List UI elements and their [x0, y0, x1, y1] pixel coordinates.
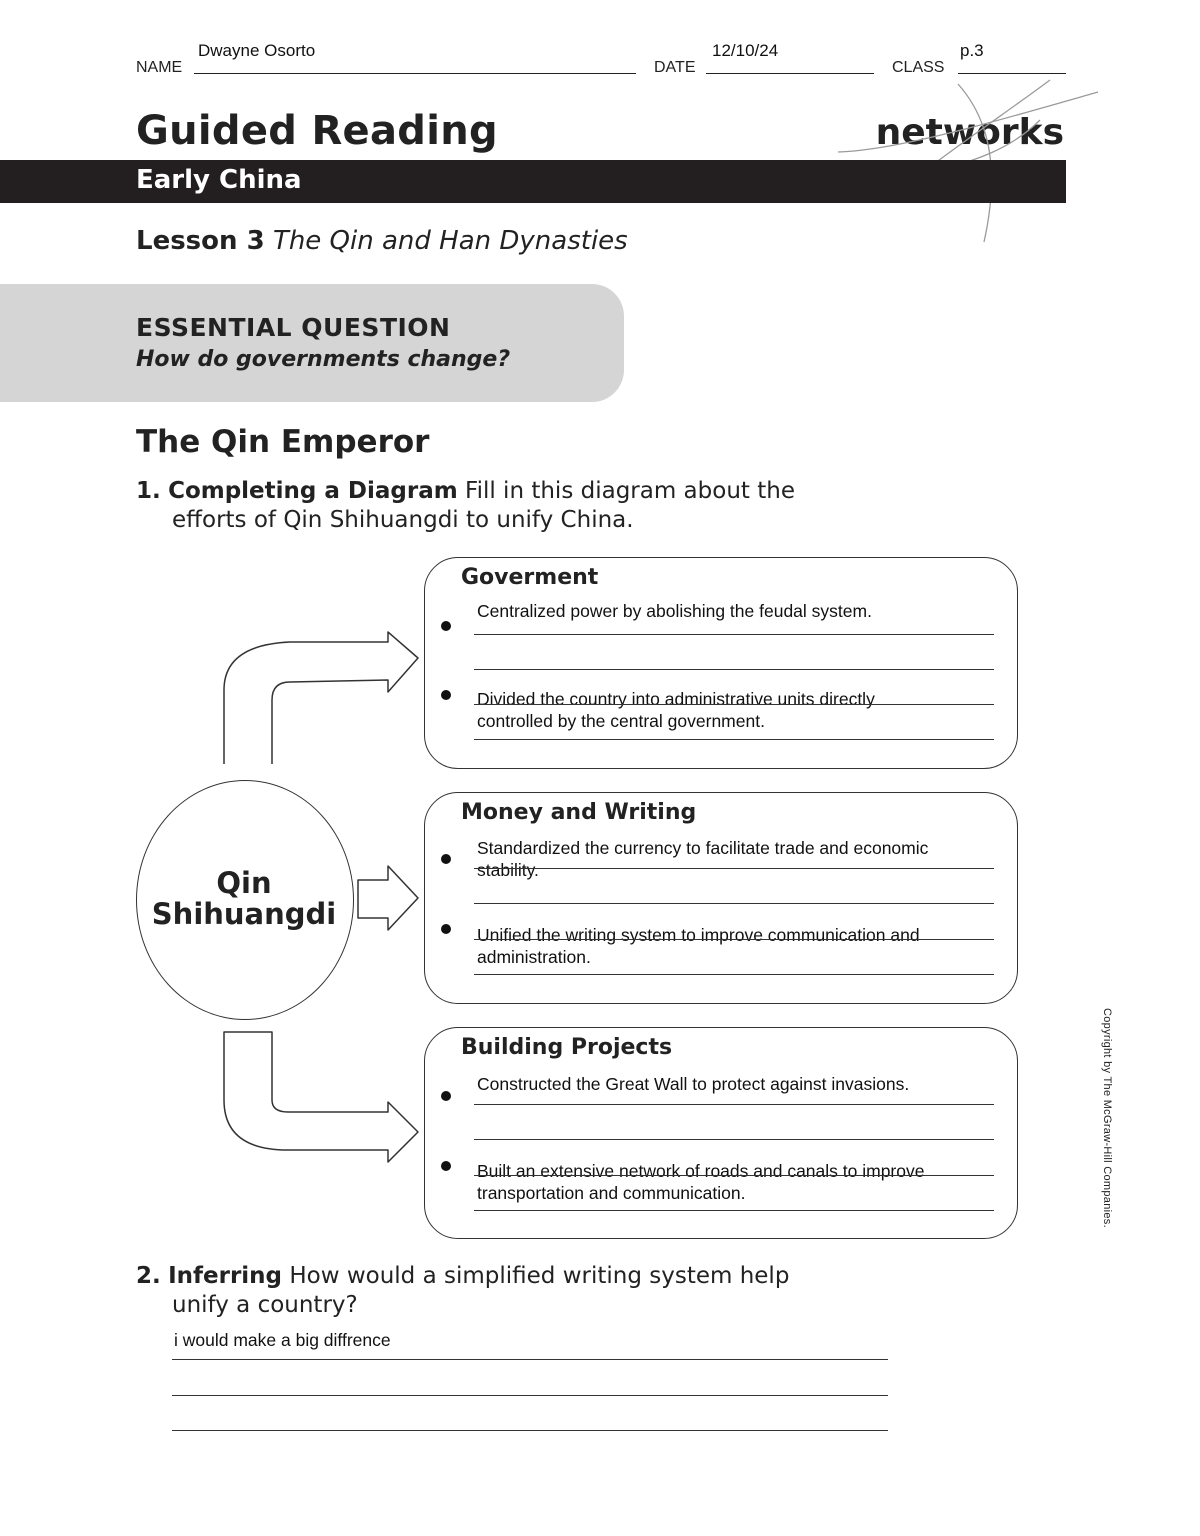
name-value[interactable]: Dwayne Osorto [198, 41, 316, 60]
government-answer-2[interactable] [477, 688, 875, 732]
bullet [441, 690, 451, 700]
copyright-notice: Copyright by The McGraw-Hill Companies. [1101, 1008, 1113, 1228]
money-writing-answer-2[interactable] [477, 924, 920, 968]
emperor-name [136, 868, 352, 930]
page-title: Guided Reading [136, 108, 498, 154]
building-projects-answer-2-line2: transportation and communication. [477, 1183, 746, 1203]
write-line [474, 903, 994, 904]
lesson-title: The Qin and Han Dynasties [272, 226, 628, 256]
emperor-name-line1: Qin [216, 866, 272, 900]
write-line [474, 634, 994, 635]
money-writing-answer-2-line2: administration. [477, 947, 591, 967]
bullet [441, 854, 451, 864]
money-writing-answer-2-line1: Unified the writing system to improve communication and [477, 925, 920, 945]
question-2-text-line2: unify a country? [172, 1292, 358, 1318]
date-value[interactable]: 12/10/24 [712, 41, 779, 60]
money-writing-box-title: Money and Writing [461, 800, 697, 825]
name-label: NAME [136, 59, 183, 76]
bullet [441, 1091, 451, 1101]
question-1-lead: Completing a Diagram [168, 478, 458, 504]
question-1-number: 1. [136, 478, 161, 504]
arrow-down-right [224, 1032, 418, 1162]
section-title: The Qin Emperor [136, 424, 430, 460]
government-answer-1[interactable]: Centralized power by abolishing the feudal system. [477, 601, 872, 621]
brand-logo: networks [875, 112, 1064, 153]
arrow-right [358, 866, 418, 930]
write-line [474, 1139, 994, 1140]
chapter-title: Early China [136, 165, 302, 195]
government-answer-2-line1: Divided the country into administrative units directly [477, 689, 875, 709]
money-writing-answer-1[interactable] [477, 837, 928, 881]
write-line [474, 1104, 994, 1105]
date-label: DATE [654, 59, 696, 76]
class-label: CLASS [892, 59, 945, 76]
write-line [474, 704, 994, 705]
government-answer-2-line2: controlled by the central government. [477, 711, 765, 731]
write-line [474, 669, 994, 670]
building-projects-box-title: Building Projects [461, 1035, 673, 1060]
write-line [474, 1175, 994, 1176]
question-1-text-line1: Fill in this diagram about the [465, 478, 795, 504]
question-2 [136, 1262, 856, 1320]
building-projects-answer-1[interactable]: Constructed the Great Wall to protect against invasions. [477, 1074, 910, 1094]
write-line [474, 868, 994, 869]
write-line [474, 739, 994, 740]
question-2-text-line1: How would a simplified writing system help [289, 1263, 790, 1289]
essential-question-heading: ESSENTIAL QUESTION [136, 313, 451, 342]
bullet [441, 924, 451, 934]
class-value[interactable]: p.3 [960, 41, 984, 60]
money-writing-answer-1-line2: stability. [477, 860, 539, 880]
bullet [441, 621, 451, 631]
lesson-label: Lesson 3 [136, 226, 265, 256]
write-line [172, 1430, 888, 1431]
government-box-title: Goverment [461, 565, 599, 590]
write-line [474, 939, 994, 940]
write-line [474, 974, 994, 975]
question-2-number: 2. [136, 1263, 161, 1289]
write-line [172, 1395, 888, 1396]
essential-question-text: How do governments change? [136, 347, 511, 372]
question-2-lead: Inferring [168, 1263, 283, 1289]
building-projects-answer-2-line1: Built an extensive network of roads and canals to improve [477, 1161, 925, 1181]
question-2-answer[interactable]: i would make a big diffrence [174, 1330, 391, 1350]
building-projects-answer-2[interactable] [477, 1160, 924, 1204]
write-line [474, 1210, 994, 1211]
question-1-text-line2: efforts of Qin Shihuangdi to unify China. [172, 507, 634, 533]
money-writing-answer-1-line1: Standardized the currency to facilitate trade and economic [477, 838, 929, 858]
arrow-up-right [224, 632, 418, 764]
emperor-name-line2: Shihuangdi [151, 897, 337, 931]
write-line [172, 1359, 888, 1360]
bullet [441, 1161, 451, 1171]
